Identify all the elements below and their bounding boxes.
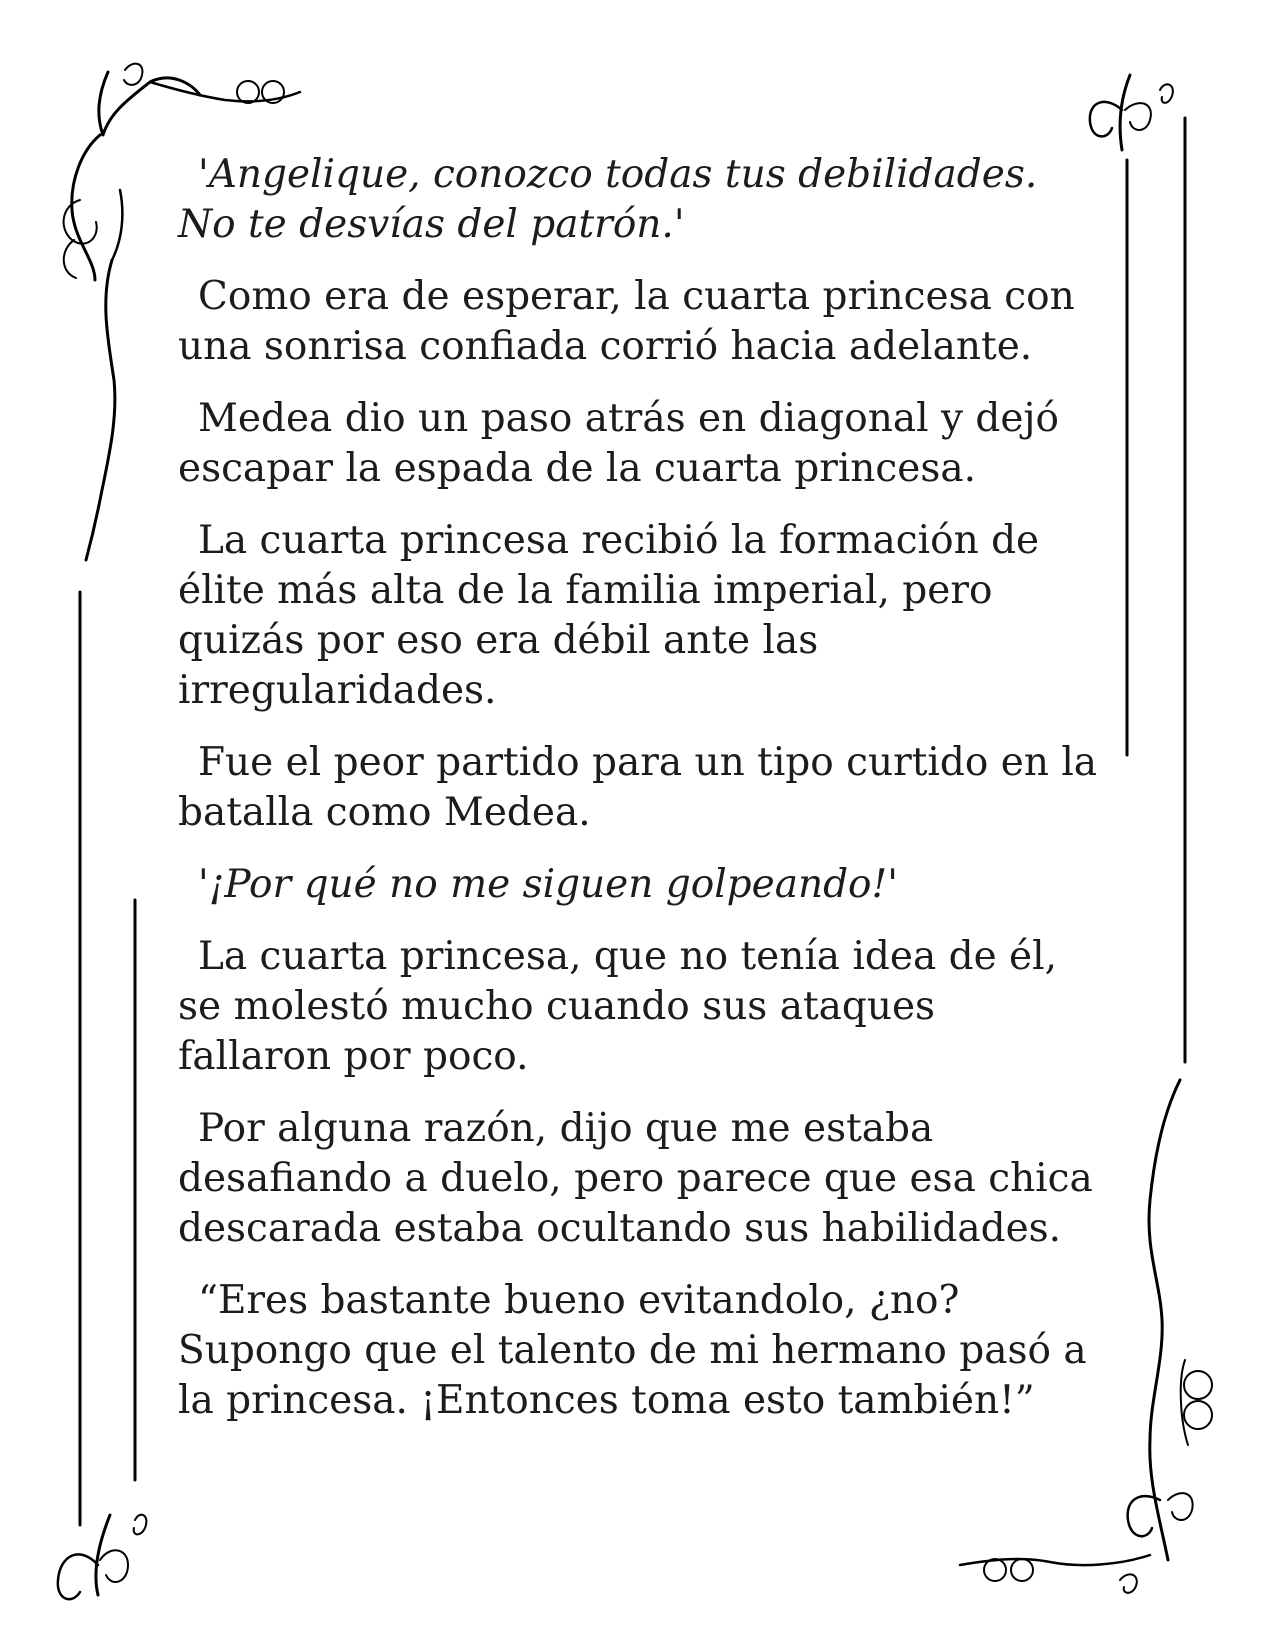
flourish-bottom-left [58,1515,147,1599]
paragraph: Fue el peor partido para un tipo curtido en la batalla como Medea. [178,740,1098,835]
paragraph: “Eres bastante bueno evitandolo, ¿no? Supongo que el talento de mi hermano pasó a la princesa. ¡Entonces toma esto también!” [178,1278,1087,1423]
paragraph: La cuarta princesa, que no tenía idea de él, se molestó mucho cuando sus ataques fallaron por poco. [178,934,1058,1079]
text-block [178,150,1098,1448]
paragraph: Por alguna razón, dijo que me estaba desafiando a duelo, pero parece que esa chica descarada estaba ocultando sus habilidades. [178,1106,1093,1251]
paragraph: 'Angelique, conozco todas tus debilidades. No te desvías del patrón.' [178,152,1038,247]
paragraph: Medea dio un paso atrás en diagonal y dejó escapar la espada de la cuarta princesa. [178,396,1060,491]
paragraph: '¡Por qué no me siguen golpeando!' [198,862,898,907]
paragraph: La cuarta princesa recibió la formación de élite más alta de la familia imperial, pero quizás por eso era débil ante las irregularidades. [178,518,1040,713]
paragraph: Como era de esperar, la cuarta princesa con una sonrisa confiada corrió hacia adelante. [178,274,1075,369]
flourish-top-right [1090,75,1173,150]
